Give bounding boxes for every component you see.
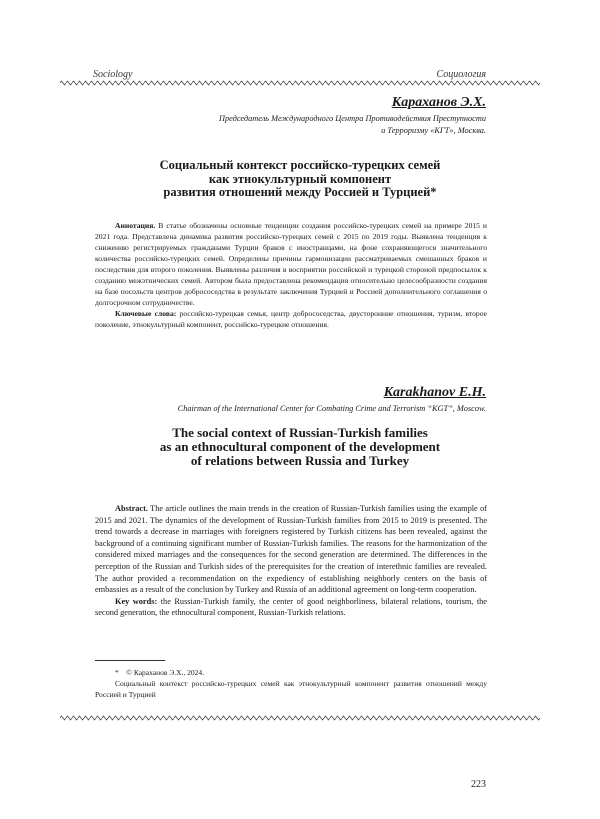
running-header-left: Sociology [93,69,133,80]
affiliation-line: и Терроризму «КГТ», Москва. [381,126,486,135]
affiliation-line: Председатель Международного Центра Противодействия Преступности [219,114,486,123]
footnote-text: Социальный контекст российско-турецких семей как этнокультурный компонент развития отношений между Россией и Турцией [95,679,487,699]
abstract-label: Abstract. [115,504,148,513]
title-line: The social context of Russian-Turkish families [172,425,428,440]
article-title-ru [60,159,540,200]
keywords-paragraph-ru [95,308,487,330]
abstract-label: Аннотация. [115,221,156,230]
keywords-text: the Russian-Turkish family, the center of good neighborliness, bilateral relations, tourism, the second generation, the ethnocultural component, Russian-Turkish relations. [95,596,487,618]
footer-ornament-line [60,715,540,721]
keywords-label: Ключевые слова: [115,309,177,318]
keywords-paragraph-en [95,596,487,619]
footnote-separator [95,660,165,661]
title-line: как этнокультурный компонент [208,171,392,186]
author-name-ru: Караханов Э.Х. [391,95,486,110]
abstract-paragraph-en [95,503,487,596]
keywords-text: российско-турецкая семья, центр добрососедства, двусторонние отношения, туризм, второе поколение, этнокультурный компонент, российско-турецкие отношения. [95,309,487,329]
title-line: Социальный контекст российско-турецких семей [159,158,441,172]
footnote-mark: * [115,668,119,677]
footnote-copyright-line [95,667,487,678]
title-line: as an ethnocultural component of the development [159,439,441,454]
author-affiliation-ru [219,113,486,137]
abstract-en [95,503,487,619]
abstract-paragraph-ru [95,220,487,308]
author-name-en: Karakhanov E.H. [383,385,486,400]
footnote [95,667,487,700]
running-header-right: Социология [436,69,486,80]
page-number: 223 [471,779,486,790]
abstract-text: The article outlines the main trends in the creation of Russian-Turkish families using the example of 2015 and 2021. The dynamics of the development of Russian-Turkish families from 2015 to 2019 is presented. The trend towards a decrease in marriages with foreigners registered by Turkish citizens has been revealed, against the background of a continuing significant number of Russian-Turkish families. The reasons for the harmonization of the considered mixed marriages and the consequences for the second generation are determined. The differences in the perception of the Russian and Turkish sides of the prerequisites for the creation of interethnic families are revealed. The author provided a recommendation on the expediency of establishing neighborly centers on the basis of embassies as a result of the conclusion by Turkey and Russia of an additional agreement on long-term cooperation. [95,504,487,595]
article-title-en [60,426,540,468]
footnote-copyright: © Караханов Э.Х., 2024. [126,668,205,677]
author-affiliation-en: Chairman of the International Center for Combating Crime and Terrorism “KGT”, Moscow. [177,404,486,413]
keywords-label: Key words: [115,596,158,606]
abstract-ru [95,220,487,330]
title-line: of relations between Russia and Turkey [190,453,410,468]
title-line: развития отношений между Россией и Турцией* [163,185,437,199]
header-ornament-line [60,80,540,86]
abstract-text: В статье обозначены основные тенденции создания российско-турецких семей на примере 2015 и 2021 года. Представлена динамика развития российско-турецких семей с 2015 по 2019 годы. Выявлена тенденция к снижению регистрируемых гражданами Турции браков с иностранцами, на фоне сохраняющегося значительного количества российско-турецких семей. Определены причины гармонизации рассматриваемых смешанных браков и последствия для второго поколения. Выявлены различия в восприятии российской и турецкой стороной предпосылок к созданию межэтнических семей. Автором была предоставлена рекомендация относительно целесообразности создания на базе посольств центров добрососедства в результате заключения Турцией и Россией дополнительного соглашения о долгосрочном сотрудничестве. [95,221,487,307]
